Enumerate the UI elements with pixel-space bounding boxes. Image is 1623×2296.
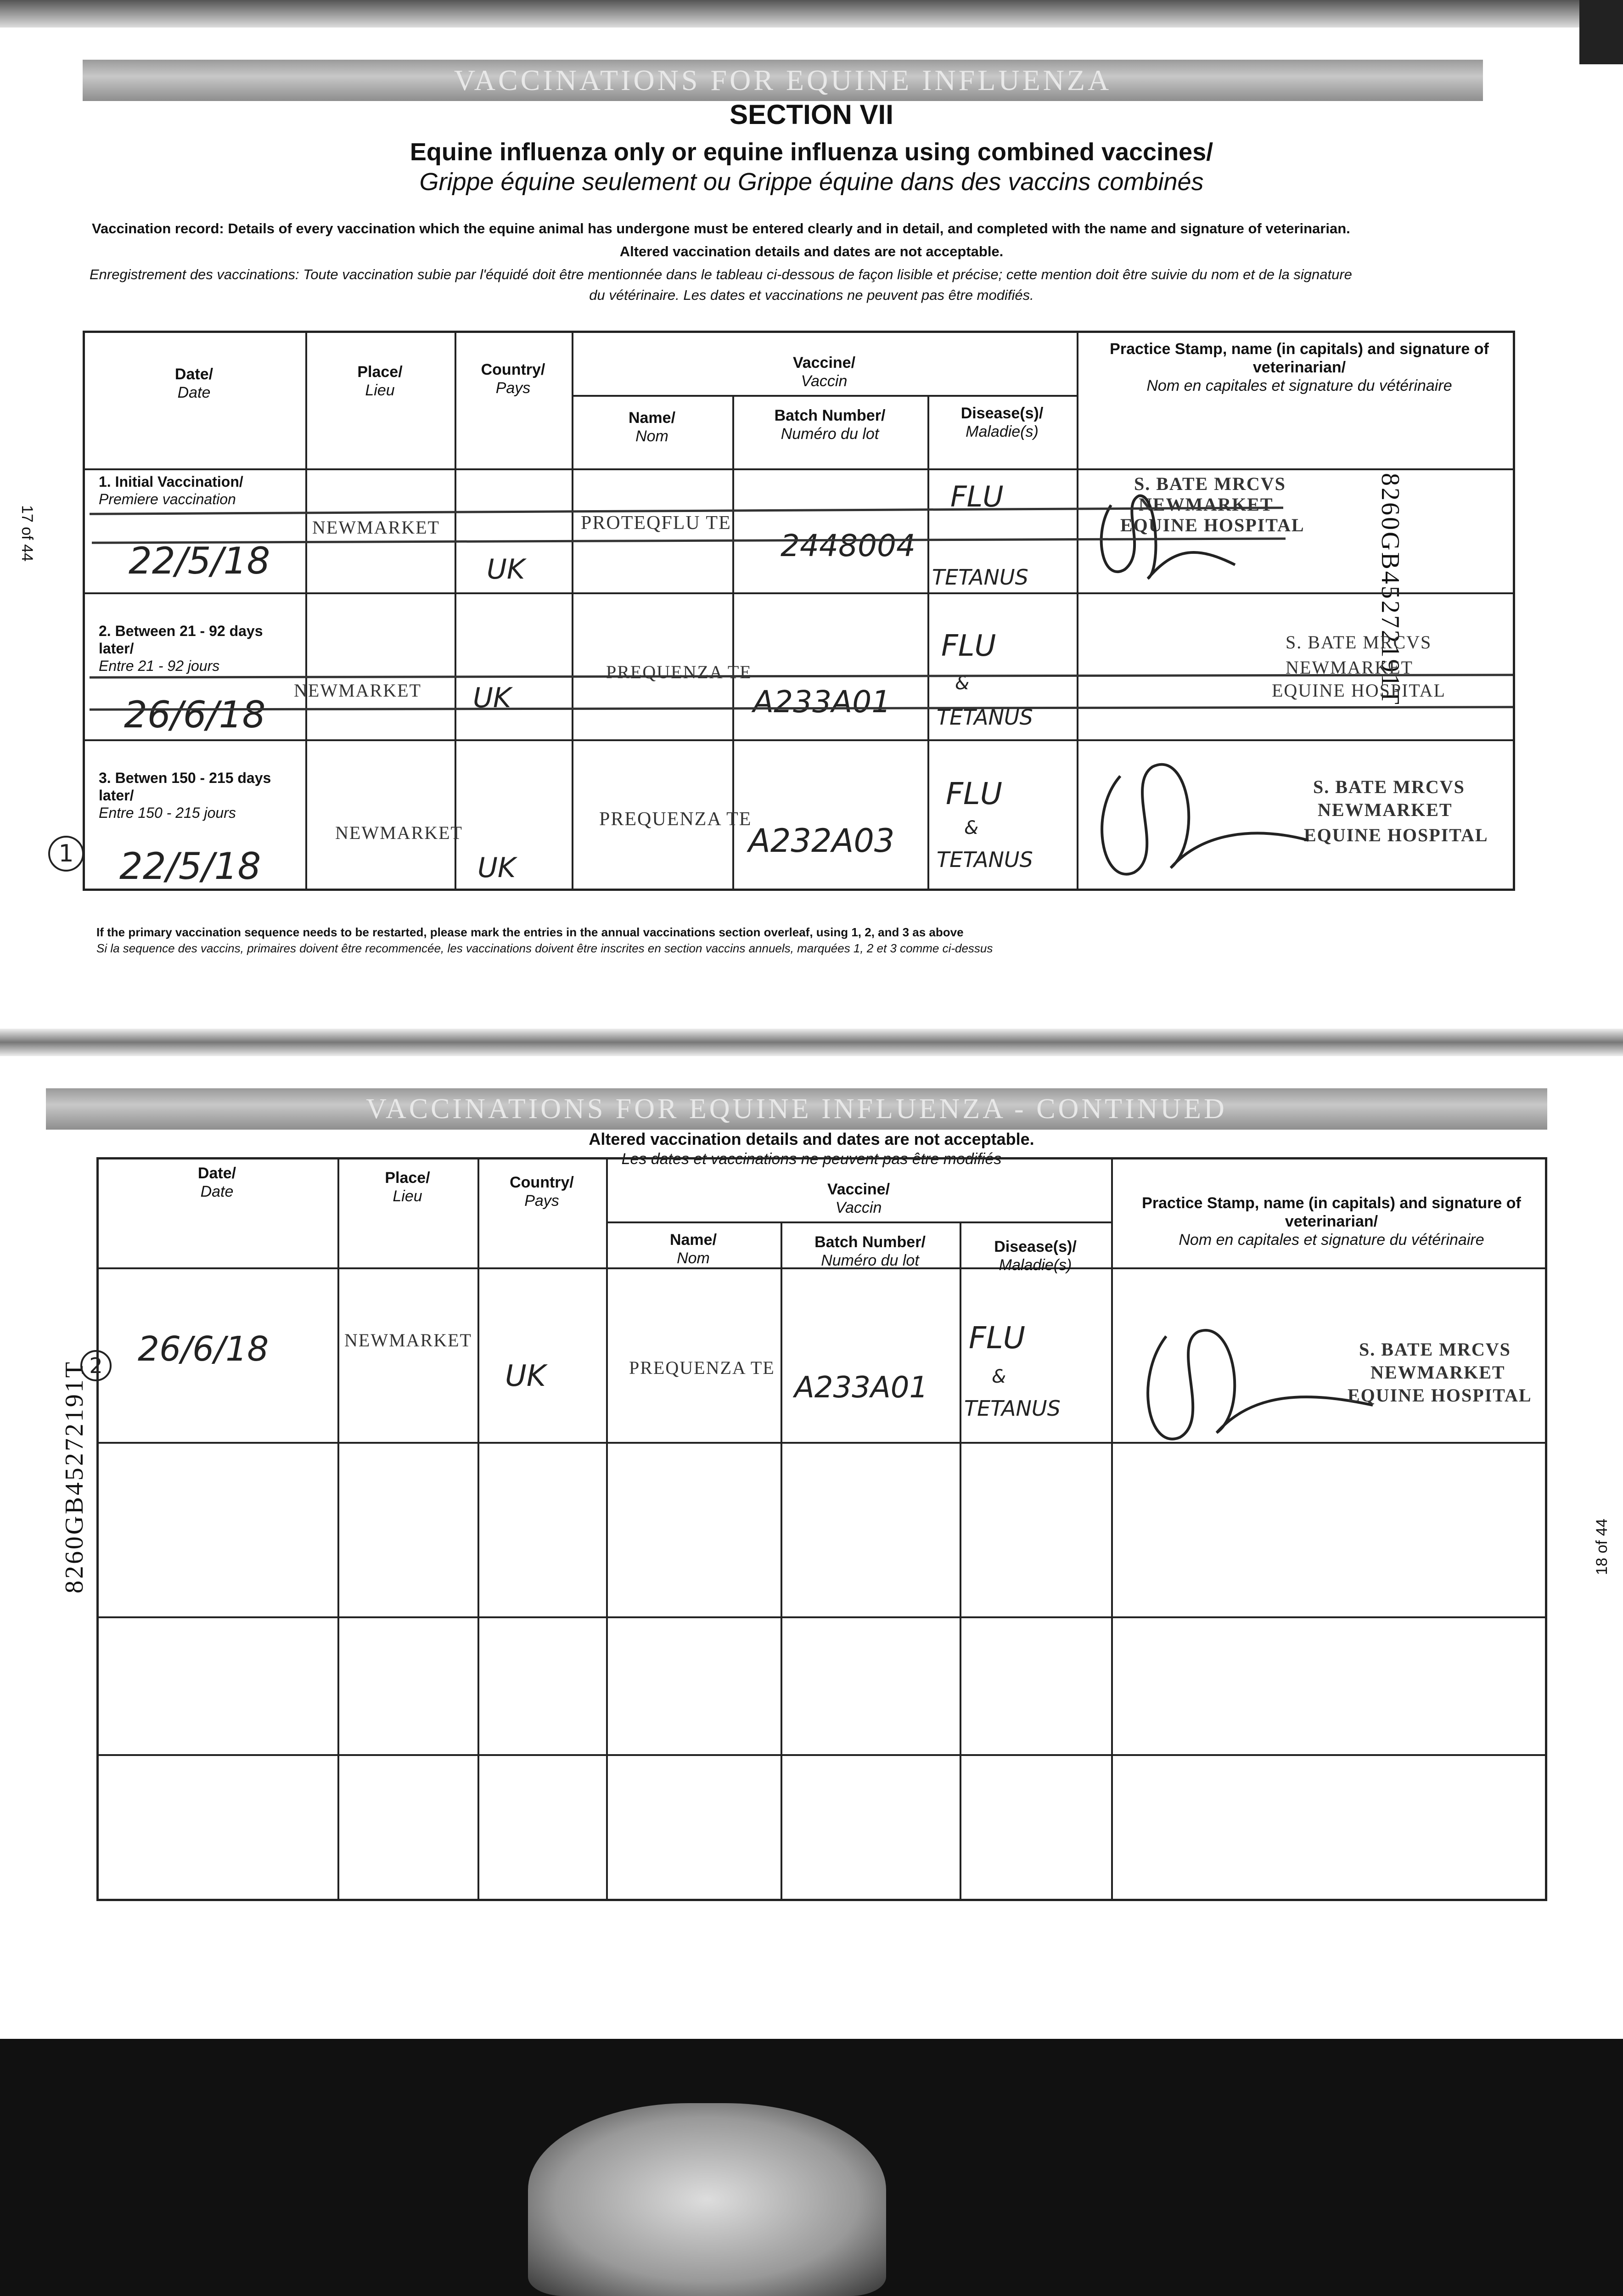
footer-en: If the primary vaccination sequence needs to be restarted, please mark the entries in the annual vaccinations section overleaf, using 1, 2, and 3 as above (96, 925, 964, 939)
scan-top-edge (0, 0, 1623, 28)
bottom-page-number: 18 of 44 (1593, 1519, 1611, 1575)
row3-batch: A232A03 (748, 822, 895, 860)
row1-label: 1. Initial Vaccination/ Premiere vaccination (99, 473, 243, 507)
hdr-disease: Disease(s)/ Maladie(s) (960, 405, 1044, 440)
top-banner: VACCINATIONS FOR EQUINE INFLUENZA (83, 60, 1483, 101)
top-page-number: 17 of 44 (18, 505, 36, 562)
b-row-marker: 2 (80, 1350, 112, 1381)
row2-disease-2: & (955, 673, 970, 694)
note-en-1: Vaccination record: Details of every vaccination which the equine animal has undergone must be entered clearly and in detail, and completed with the name and signature of veterinarian. (92, 220, 1350, 236)
row1-disease-2: TETANUS (932, 565, 1028, 590)
b-hdr-country: Country/ Pays (510, 1174, 574, 1210)
row2-stamp-2: NEWMARKET (1286, 657, 1413, 678)
row3-country: UK (477, 852, 516, 884)
b-hdr-place: Place/ Lieu (385, 1169, 430, 1205)
row1-stamp-2: NEWMARKET (1139, 494, 1274, 515)
row2-label: 2. Between 21 - 92 days later/ Entre 21 - 92 jours (99, 623, 263, 674)
row3-disease-3: TETANUS (937, 847, 1033, 872)
row1-name: PROTEQFLU TE (581, 512, 731, 534)
b-row-country: UK (505, 1359, 546, 1393)
b-row-place: NEWMARKET (344, 1330, 472, 1351)
row3-label: 3. Betwen 150 - 215 days later/ Entre 150 - 215 jours (99, 770, 271, 821)
bottom-note-fr: Les dates et vaccinations ne peuvent pas être modifiés (621, 1150, 1002, 1168)
row2-stamp-3: EQUINE HOSPITAL (1272, 680, 1446, 701)
hdr-name: Name/ Nom (628, 409, 676, 445)
hdr-country: Country/ Pays (481, 361, 545, 397)
note-fr-2: du vétérinaire. Les dates et vaccinations ne peuvent pas être modifiés. (589, 287, 1034, 303)
row3-place: NEWMARKET (335, 822, 463, 843)
b-hdr-stamp: Practice Stamp, name (in capitals) and signature of veterinarian/ Nom en capitales et signature du vétérinaire (1142, 1194, 1521, 1249)
hdr-batch: Batch Number/ Numéro du lot (774, 407, 886, 443)
row3-name: PREQUENZA TE (599, 809, 752, 830)
row3-disease-2: & (964, 817, 979, 838)
title-fr: Grippe équine seulement ou Grippe équine dans des vaccins combinés (419, 168, 1204, 196)
hdr-vaccine: Vaccine/ Vaccin (792, 354, 856, 390)
row1-stamp-3: EQUINE HOSPITAL (1120, 515, 1305, 535)
row2-place: NEWMARKET (294, 680, 421, 701)
row1-place: NEWMARKET (312, 517, 440, 538)
note-en-2: Altered vaccination details and dates are not acceptable. (619, 243, 1004, 259)
b-row-stamp-3: EQUINE HOSPITAL (1348, 1385, 1532, 1406)
row2-disease-1: FLU (941, 629, 996, 663)
row2-country: UK (473, 682, 511, 714)
row3-stamp-1: S. BATE MRCVS (1313, 777, 1465, 797)
b-row-name: PREQUENZA TE (629, 1357, 775, 1378)
bottom-note-en: Altered vaccination details and dates are not acceptable. (589, 1130, 1034, 1148)
row3-stamp-2: NEWMARKET (1318, 799, 1453, 820)
row2-name: PREQUENZA TE (606, 662, 752, 682)
section-title: SECTION VII (730, 99, 893, 130)
thumb-shadow (528, 2103, 886, 2296)
row2-stamp-1: S. BATE MRCVS (1286, 632, 1432, 653)
row3-disease-1: FLU (946, 776, 1003, 811)
hdr-stamp: Practice Stamp, name (in capitals) and signature of veterinarian/ Nom en capitales et signature du vétérinaire (1110, 340, 1489, 394)
b-row-batch: A233A01 (794, 1371, 928, 1405)
row1-date: 22/5/18 (129, 540, 270, 582)
row3-date: 22/5/18 (119, 845, 261, 888)
row1-stamp-1: S. BATE MRCVS (1134, 473, 1286, 494)
b-row-date: 26/6/18 (138, 1329, 269, 1369)
b-hdr-batch: Batch Number/ Numéro du lot (814, 1233, 926, 1269)
bottom-banner: VACCINATIONS FOR EQUINE INFLUENZA - CONTINUED (46, 1088, 1547, 1130)
page-divider (0, 1029, 1623, 1056)
row2-date: 26/6/18 (124, 693, 266, 736)
b-hdr-disease: Disease(s)/ Maladie(s) (994, 1238, 1077, 1274)
b-row-stamp-1: S. BATE MRCVS (1359, 1339, 1511, 1360)
b-hdr-date: Date/ Date (197, 1165, 236, 1200)
hdr-date: Date/ Date (174, 366, 213, 401)
row1-country: UK (487, 553, 525, 585)
row3-marker: 1 (48, 836, 84, 872)
row3-stamp-3: EQUINE HOSPITAL (1304, 825, 1488, 845)
title-en: Equine influenza only or equine influenza using combined vaccines/ (410, 138, 1213, 166)
row2-batch: A233A01 (753, 684, 891, 720)
top-side-id: 8260GB45272191T (1376, 473, 1404, 706)
footer-fr: Si la sequence des vaccins, primaires doivent être recommencée, les vaccinations doivent être inscrites en section vaccins annuels, marquées 1, 2 et 3 comme ci-dessus (96, 941, 993, 955)
row1-disease-1: FLU (950, 480, 1004, 513)
b-row-disease-2: & (992, 1366, 1006, 1387)
b-row-disease-3: TETANUS (964, 1396, 1061, 1421)
b-hdr-name: Name/ Nom (669, 1231, 717, 1267)
bottom-side-id: 8260GB45272191T (60, 1360, 89, 1593)
row1-batch: 2448004 (781, 528, 915, 563)
row1-signature (1084, 478, 1258, 592)
row3-signature (1084, 748, 1322, 891)
row2-disease-3: TETANUS (937, 705, 1033, 730)
b-row-stamp-2: NEWMARKET (1370, 1362, 1505, 1383)
hdr-place: Place/ Lieu (357, 363, 403, 399)
scan-right-edge (1579, 0, 1623, 64)
b-row-disease-1: FLU (969, 1320, 1026, 1356)
note-fr-1: Enregistrement des vaccinations: Toute vaccination subie par l'équidé doit être mentionnée dans le tableau ci-dessous de façon lisible et précise; cette mention doit être suivie du nom et de la signature (90, 266, 1352, 282)
b-row-signature (1125, 1313, 1382, 1460)
b-hdr-vaccine: Vaccine/ Vaccin (827, 1181, 890, 1216)
